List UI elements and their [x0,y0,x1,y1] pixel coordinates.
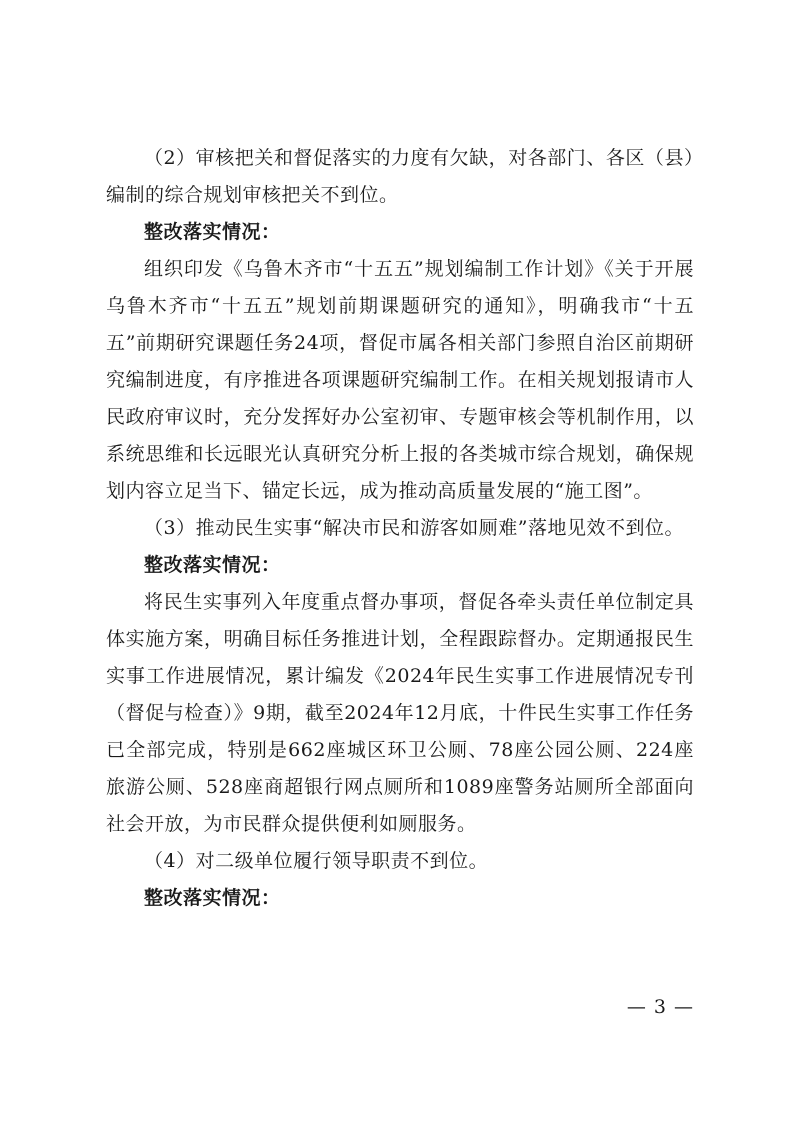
rectification-heading-3: 整改落实情况： [144,554,281,576]
rectification-paragraph-3: 将民生实事列入年度重点督办事项，督促各牵头责任单位制定具体实施方案，明确目标任务推进计划，全程跟踪督办。定期通报民生实事工作进展情况，累计编发《2024年民生实事工作进展情况专刊（督促与检查）》9期，截至2024年12月底，十件民生实事工作任务已全部完成，特别是662座城区环卫公厕、78座公园公厕、224座旅游公厕、528座商超银行网点厕所和1089座警务站厕所全部面向社会开放，为市民群众提供便利如厕服务。 [106,591,694,835]
document-body [106,140,694,917]
issue-paragraph-2: （2）审核把关和督促落实的力度有欠缺，对各部门、各区（县）编制的综合规划审核把关不到位。 [106,147,694,206]
rectification-heading-4: 整改落实情况： [144,887,281,909]
rectification-paragraph-2: 组织印发《乌鲁木齐市“十五五”规划编制工作计划》《关于开展乌鲁木齐市“十五五”规划前期课题研究的通知》，明确我市“十五五”前期研究课题任务24项，督促市属各相关部门参照自治区前期研究编制进度，有序推进各项课题研究编制工作。在相关规划报请市人民政府审议时，充分发挥好办公室初审、专题审核会等机制作用，以系统思维和长远眼光认真研究分析上报的各类城市综合规划，确保规划内容立足当下、锚定长远，成为推动高质量发展的“施工图”。 [106,258,694,502]
page-number: — 3 — [626,996,694,1018]
issue-paragraph-3: （3）推动民生实事“解决市民和游客如厕难”落地见效不到位。 [144,517,685,539]
rectification-heading-2: 整改落实情况： [144,221,281,243]
issue-paragraph-4: （4）对二级单位履行领导职责不到位。 [144,850,489,872]
